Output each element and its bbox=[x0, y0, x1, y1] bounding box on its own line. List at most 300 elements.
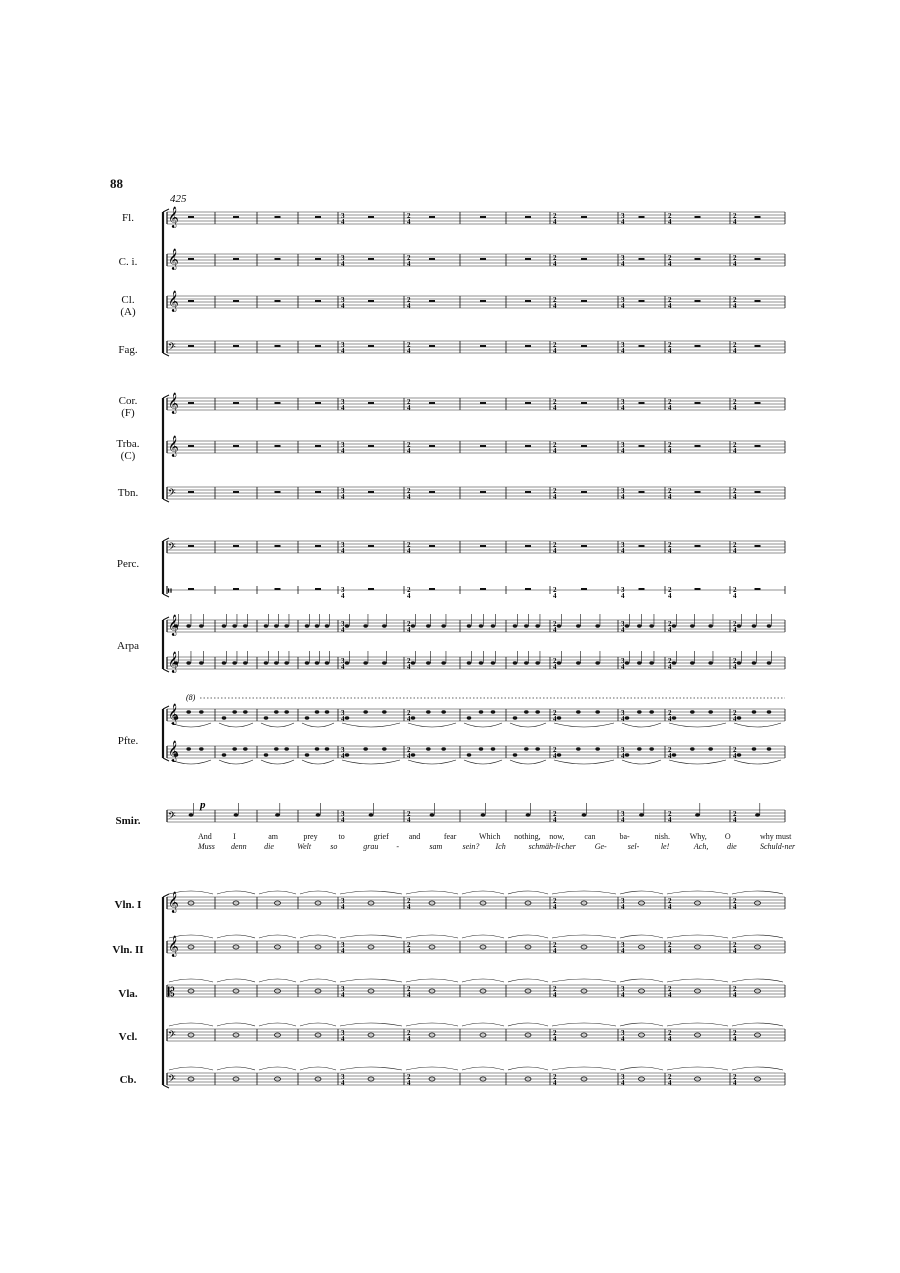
harp-note bbox=[284, 624, 289, 627]
label-vla: Vla. bbox=[118, 988, 138, 1000]
time-sig-num: 2 bbox=[668, 941, 672, 949]
rest-mark bbox=[755, 258, 761, 260]
tie bbox=[340, 1067, 402, 1070]
time-sig-den: 4 bbox=[733, 547, 737, 555]
rest-mark bbox=[480, 491, 486, 493]
time-sig-den: 4 bbox=[553, 715, 557, 723]
tie bbox=[462, 935, 504, 938]
time-sig-num: 3 bbox=[341, 1073, 345, 1081]
rest-mark bbox=[368, 216, 374, 218]
slur bbox=[219, 760, 253, 764]
tie bbox=[217, 935, 255, 938]
time-sig-den: 4 bbox=[668, 447, 672, 455]
harp-note bbox=[690, 624, 695, 627]
tie bbox=[217, 891, 255, 894]
lyric-en-syllable: nothing, bbox=[514, 832, 541, 841]
time-sig-num: 2 bbox=[668, 657, 672, 665]
lyric-en-syllable: am bbox=[268, 832, 279, 841]
tie bbox=[406, 979, 458, 982]
time-sig-den: 4 bbox=[407, 404, 411, 412]
label-trba: Trba. (C) bbox=[116, 438, 140, 462]
piano-note bbox=[363, 710, 368, 713]
lyric-de-syllable: sein? bbox=[462, 842, 480, 851]
rest-mark bbox=[315, 491, 321, 493]
tie bbox=[259, 935, 296, 938]
time-sig-den: 4 bbox=[668, 493, 672, 501]
rest-mark bbox=[525, 300, 531, 302]
time-sig-num: 2 bbox=[553, 897, 557, 905]
time-sig-den: 4 bbox=[668, 302, 672, 310]
tie bbox=[732, 979, 783, 982]
tie bbox=[732, 1067, 783, 1070]
rest-mark bbox=[755, 445, 761, 447]
piano-note bbox=[232, 710, 237, 713]
rest-mark bbox=[695, 545, 701, 547]
harp-note bbox=[243, 661, 248, 664]
rest-mark bbox=[695, 491, 701, 493]
harp-note bbox=[524, 624, 529, 627]
piano-note bbox=[649, 747, 654, 750]
time-sig-den: 4 bbox=[668, 816, 672, 824]
time-sig-den: 4 bbox=[553, 302, 557, 310]
time-sig-num: 3 bbox=[621, 897, 625, 905]
lyric-en-syllable: now, bbox=[549, 832, 565, 841]
rest-mark bbox=[755, 491, 761, 493]
piano-note bbox=[363, 747, 368, 750]
time-sig-den: 4 bbox=[341, 260, 345, 268]
rest-mark bbox=[755, 216, 761, 218]
tie bbox=[340, 1023, 402, 1026]
piano-note bbox=[467, 716, 472, 719]
piano-note bbox=[284, 747, 289, 750]
time-sig-num: 2 bbox=[407, 398, 411, 406]
time-sig-num: 2 bbox=[553, 212, 557, 220]
time-sig-num: 3 bbox=[621, 541, 625, 549]
time-sig-den: 4 bbox=[733, 1035, 737, 1043]
time-sig-num: 2 bbox=[733, 941, 737, 949]
rest-mark bbox=[315, 545, 321, 547]
time-sig-num: 3 bbox=[341, 541, 345, 549]
rest-mark bbox=[480, 402, 486, 404]
time-sig-num: 2 bbox=[668, 985, 672, 993]
time-sig-num: 2 bbox=[668, 810, 672, 818]
piano-note bbox=[557, 753, 562, 756]
piano-note bbox=[199, 710, 204, 713]
time-sig-den: 4 bbox=[621, 991, 625, 999]
time-sig-den: 4 bbox=[733, 447, 737, 455]
lyric-de-syllable: grau bbox=[363, 842, 379, 851]
time-sig-num: 2 bbox=[668, 620, 672, 628]
time-sig-den: 4 bbox=[733, 715, 737, 723]
time-sig-den: 4 bbox=[407, 260, 411, 268]
rest-mark bbox=[188, 545, 194, 547]
time-sig-den: 4 bbox=[553, 260, 557, 268]
piano-note bbox=[513, 716, 518, 719]
harp-note bbox=[595, 661, 600, 664]
rest-mark bbox=[429, 216, 435, 218]
piano-note bbox=[479, 710, 484, 713]
time-sig-den: 4 bbox=[407, 592, 411, 600]
lyric-de-syllable: die bbox=[726, 842, 737, 851]
time-sig-num: 3 bbox=[621, 586, 625, 594]
time-sig-den: 4 bbox=[668, 991, 672, 999]
time-sig-den: 4 bbox=[668, 1079, 672, 1087]
lyric-de-syllable: so bbox=[330, 842, 338, 851]
lyric-en-syllable: Which bbox=[479, 832, 501, 841]
rest-mark bbox=[755, 588, 761, 590]
harp-note bbox=[513, 661, 518, 664]
time-sig-num: 2 bbox=[407, 810, 411, 818]
harp-note bbox=[535, 624, 540, 627]
clef-icon: 𝄢 bbox=[168, 487, 176, 501]
time-sig-den: 4 bbox=[733, 626, 737, 634]
voice-note bbox=[526, 813, 531, 817]
time-sig-num: 2 bbox=[553, 586, 557, 594]
time-sig-den: 4 bbox=[407, 302, 411, 310]
rest-mark bbox=[188, 345, 194, 347]
tie bbox=[732, 935, 783, 938]
label-ci: C. i. bbox=[118, 256, 138, 268]
rest-mark bbox=[315, 345, 321, 347]
time-sig-den: 4 bbox=[553, 592, 557, 600]
rest-mark bbox=[480, 345, 486, 347]
time-sig-den: 4 bbox=[407, 816, 411, 824]
time-sig-den: 4 bbox=[733, 991, 737, 999]
time-sig-num: 2 bbox=[733, 620, 737, 628]
rest-mark bbox=[480, 216, 486, 218]
time-sig-den: 4 bbox=[553, 903, 557, 911]
lyric-de-syllable: Schuld-ner bbox=[760, 842, 796, 851]
clef-icon: 𝄞 bbox=[168, 704, 179, 725]
harp-note bbox=[222, 661, 227, 664]
rest-mark bbox=[275, 491, 281, 493]
rest-mark bbox=[581, 545, 587, 547]
lyric-en-syllable: Why, bbox=[689, 832, 707, 841]
time-sig-num: 2 bbox=[407, 254, 411, 262]
time-sig-den: 4 bbox=[621, 626, 625, 634]
time-sig-den: 4 bbox=[733, 218, 737, 226]
lyric-en-syllable: I bbox=[233, 832, 236, 841]
clef-icon: 𝄞 bbox=[168, 615, 179, 636]
piano-note bbox=[426, 747, 431, 750]
time-sig-num: 2 bbox=[733, 254, 737, 262]
rest-mark bbox=[188, 300, 194, 302]
time-sig-den: 4 bbox=[733, 663, 737, 671]
time-sig-den: 4 bbox=[621, 752, 625, 760]
rest-mark bbox=[315, 258, 321, 260]
time-sig-num: 3 bbox=[621, 709, 625, 717]
time-sig-den: 4 bbox=[341, 592, 345, 600]
piano-note bbox=[637, 710, 642, 713]
time-sig-num: 2 bbox=[668, 254, 672, 262]
time-sig-den: 4 bbox=[341, 903, 345, 911]
time-sig-num: 2 bbox=[668, 1073, 672, 1081]
piano-note bbox=[441, 710, 446, 713]
time-sig-num: 2 bbox=[668, 746, 672, 754]
clef-icon: 𝄞 bbox=[168, 892, 179, 913]
rest-mark bbox=[639, 588, 645, 590]
time-sig-den: 4 bbox=[621, 404, 625, 412]
piano-note bbox=[535, 747, 540, 750]
piano-note bbox=[222, 716, 227, 719]
lyric-de-syllable: Welt bbox=[297, 842, 312, 851]
harp-note bbox=[595, 624, 600, 627]
harp-note bbox=[637, 661, 642, 664]
piano-note bbox=[690, 747, 695, 750]
harp-note bbox=[305, 624, 310, 627]
time-sig-den: 4 bbox=[621, 903, 625, 911]
time-sig-den: 4 bbox=[621, 715, 625, 723]
harp-note bbox=[325, 661, 330, 664]
clef-icon: 𝄢 bbox=[168, 1029, 176, 1043]
time-sig-den: 4 bbox=[621, 663, 625, 671]
slur bbox=[342, 723, 400, 727]
voice-note bbox=[430, 813, 435, 817]
time-sig-num: 2 bbox=[668, 341, 672, 349]
rest-mark bbox=[275, 545, 281, 547]
rest-mark bbox=[755, 300, 761, 302]
time-sig-den: 4 bbox=[621, 493, 625, 501]
time-sig-num: 2 bbox=[733, 487, 737, 495]
time-sig-num: 3 bbox=[621, 1029, 625, 1037]
rest-mark bbox=[368, 345, 374, 347]
tie bbox=[217, 1067, 255, 1070]
harp-note bbox=[315, 624, 320, 627]
time-sig-num: 3 bbox=[621, 810, 625, 818]
tie bbox=[300, 979, 336, 982]
time-sig-den: 4 bbox=[668, 404, 672, 412]
rest-mark bbox=[188, 445, 194, 447]
label-vln1: Vln. I bbox=[114, 899, 142, 911]
time-sig-num: 2 bbox=[553, 441, 557, 449]
time-sig-den: 4 bbox=[553, 447, 557, 455]
time-sig-den: 4 bbox=[553, 347, 557, 355]
tie bbox=[300, 1067, 336, 1070]
time-sig-num: 3 bbox=[341, 441, 345, 449]
rest-mark bbox=[315, 300, 321, 302]
piano-note bbox=[557, 716, 562, 719]
piano-note bbox=[767, 710, 772, 713]
harp-note bbox=[186, 624, 191, 627]
time-sig-den: 4 bbox=[553, 663, 557, 671]
lyric-en-syllable: And bbox=[198, 832, 212, 841]
piano-note bbox=[345, 753, 350, 756]
time-sig-num: 3 bbox=[341, 212, 345, 220]
slur bbox=[464, 760, 502, 764]
piano-note bbox=[315, 710, 320, 713]
harp-note bbox=[513, 624, 518, 627]
harp-note bbox=[411, 624, 416, 627]
time-sig-den: 4 bbox=[341, 816, 345, 824]
time-sig-den: 4 bbox=[407, 752, 411, 760]
time-sig-num: 3 bbox=[341, 296, 345, 304]
rest-mark bbox=[233, 300, 239, 302]
time-sig-den: 4 bbox=[341, 715, 345, 723]
harp-note bbox=[524, 661, 529, 664]
piano-note bbox=[325, 710, 330, 713]
rest-mark bbox=[429, 491, 435, 493]
time-sig-den: 4 bbox=[621, 816, 625, 824]
piano-note bbox=[186, 747, 191, 750]
piano-note bbox=[274, 747, 279, 750]
rest-mark bbox=[368, 588, 374, 590]
harp-note bbox=[199, 661, 204, 664]
rest-mark bbox=[525, 588, 531, 590]
slur bbox=[261, 760, 294, 764]
rest-mark bbox=[525, 445, 531, 447]
rest-mark bbox=[275, 402, 281, 404]
time-sig-den: 4 bbox=[553, 547, 557, 555]
time-sig-den: 4 bbox=[341, 663, 345, 671]
time-sig-den: 4 bbox=[668, 715, 672, 723]
time-sig-num: 2 bbox=[668, 541, 672, 549]
time-sig-num: 2 bbox=[733, 810, 737, 818]
piano-note bbox=[649, 710, 654, 713]
harp-note bbox=[441, 624, 446, 627]
time-sig-den: 4 bbox=[341, 404, 345, 412]
time-sig-den: 4 bbox=[407, 547, 411, 555]
slur bbox=[342, 760, 400, 764]
time-sig-num: 3 bbox=[341, 487, 345, 495]
piano-note bbox=[637, 747, 642, 750]
piano-note bbox=[737, 716, 742, 719]
harp-note bbox=[345, 624, 350, 627]
slur bbox=[464, 723, 502, 727]
rest-mark bbox=[639, 345, 645, 347]
time-sig-den: 4 bbox=[553, 816, 557, 824]
lyric-de-syllable: Ich bbox=[495, 842, 506, 851]
time-sig-num: 2 bbox=[407, 1029, 411, 1037]
time-sig-num: 3 bbox=[341, 1029, 345, 1037]
harp-note bbox=[467, 624, 472, 627]
piano-note bbox=[752, 747, 757, 750]
time-sig-num: 2 bbox=[668, 212, 672, 220]
rest-mark bbox=[639, 545, 645, 547]
clef-icon: 𝄢 bbox=[168, 810, 176, 824]
time-sig-num: 2 bbox=[668, 398, 672, 406]
tie bbox=[259, 979, 296, 982]
piano-note bbox=[284, 710, 289, 713]
clef-icon: 𝄢 bbox=[168, 541, 176, 555]
time-sig-den: 4 bbox=[621, 447, 625, 455]
time-sig-den: 4 bbox=[553, 493, 557, 501]
tie bbox=[217, 1023, 255, 1026]
piano-note bbox=[186, 710, 191, 713]
tie bbox=[508, 891, 548, 894]
time-sig-den: 4 bbox=[733, 903, 737, 911]
piano-note bbox=[672, 753, 677, 756]
time-sig-num: 2 bbox=[407, 985, 411, 993]
time-sig-den: 4 bbox=[733, 1079, 737, 1087]
harp-note bbox=[243, 624, 248, 627]
time-sig-den: 4 bbox=[733, 404, 737, 412]
harp-note bbox=[708, 624, 713, 627]
tie bbox=[732, 891, 783, 894]
time-sig-num: 3 bbox=[341, 341, 345, 349]
voice-note bbox=[481, 813, 486, 817]
time-sig-num: 2 bbox=[668, 586, 672, 594]
rest-mark bbox=[315, 588, 321, 590]
time-sig-num: 3 bbox=[621, 441, 625, 449]
rest-mark bbox=[695, 445, 701, 447]
time-sig-den: 4 bbox=[407, 663, 411, 671]
slur bbox=[734, 723, 781, 727]
time-sig-num: 2 bbox=[733, 1029, 737, 1037]
voice-note bbox=[189, 813, 194, 817]
tie bbox=[340, 979, 402, 982]
piano-note bbox=[243, 747, 248, 750]
rest-mark bbox=[695, 588, 701, 590]
time-sig-num: 3 bbox=[341, 657, 345, 665]
rest-mark bbox=[525, 258, 531, 260]
tie bbox=[462, 1023, 504, 1026]
piano-note bbox=[305, 753, 310, 756]
harp-note bbox=[672, 624, 677, 627]
rest-mark bbox=[315, 402, 321, 404]
rest-mark bbox=[480, 588, 486, 590]
measure-number: 425 bbox=[170, 193, 187, 205]
tie bbox=[169, 1023, 213, 1026]
clef-icon: 𝄞 bbox=[168, 741, 179, 762]
rest-mark bbox=[275, 258, 281, 260]
time-sig-den: 4 bbox=[553, 752, 557, 760]
slur bbox=[554, 760, 614, 764]
piano-note bbox=[576, 747, 581, 750]
harp-note bbox=[426, 624, 431, 627]
time-sig-den: 4 bbox=[341, 493, 345, 501]
piano-note bbox=[222, 753, 227, 756]
tie bbox=[508, 1023, 548, 1026]
lyric-de-syllable: sam bbox=[429, 842, 443, 851]
rest-mark bbox=[525, 545, 531, 547]
piano-note bbox=[232, 747, 237, 750]
label-fag: Fag. bbox=[118, 344, 138, 356]
time-sig-den: 4 bbox=[621, 1035, 625, 1043]
tie bbox=[667, 935, 728, 938]
page-number: 88 bbox=[110, 176, 123, 191]
rest-mark bbox=[429, 545, 435, 547]
rest-mark bbox=[695, 300, 701, 302]
label-cor: Cor. (F) bbox=[118, 395, 138, 419]
time-sig-num: 3 bbox=[341, 254, 345, 262]
time-sig-num: 2 bbox=[733, 441, 737, 449]
slur bbox=[669, 760, 726, 764]
tie bbox=[462, 979, 504, 982]
voice-note bbox=[639, 813, 644, 817]
piano-note bbox=[752, 710, 757, 713]
time-sig-num: 2 bbox=[407, 941, 411, 949]
rest-mark bbox=[368, 545, 374, 547]
time-sig-num: 3 bbox=[341, 398, 345, 406]
tie bbox=[259, 1067, 296, 1070]
harp-note bbox=[426, 661, 431, 664]
lyric-en-syllable: fear bbox=[443, 832, 457, 841]
piano-note bbox=[426, 710, 431, 713]
piano-note bbox=[243, 710, 248, 713]
time-sig-den: 4 bbox=[668, 752, 672, 760]
rest-mark bbox=[233, 545, 239, 547]
slur bbox=[302, 760, 334, 764]
piano-note bbox=[491, 747, 496, 750]
time-sig-den: 4 bbox=[553, 404, 557, 412]
time-sig-den: 4 bbox=[668, 903, 672, 911]
harp-note bbox=[284, 661, 289, 664]
slur bbox=[669, 723, 726, 727]
harp-note bbox=[672, 661, 677, 664]
time-sig-den: 4 bbox=[553, 1035, 557, 1043]
harp-note bbox=[305, 661, 310, 664]
tie bbox=[169, 979, 213, 982]
